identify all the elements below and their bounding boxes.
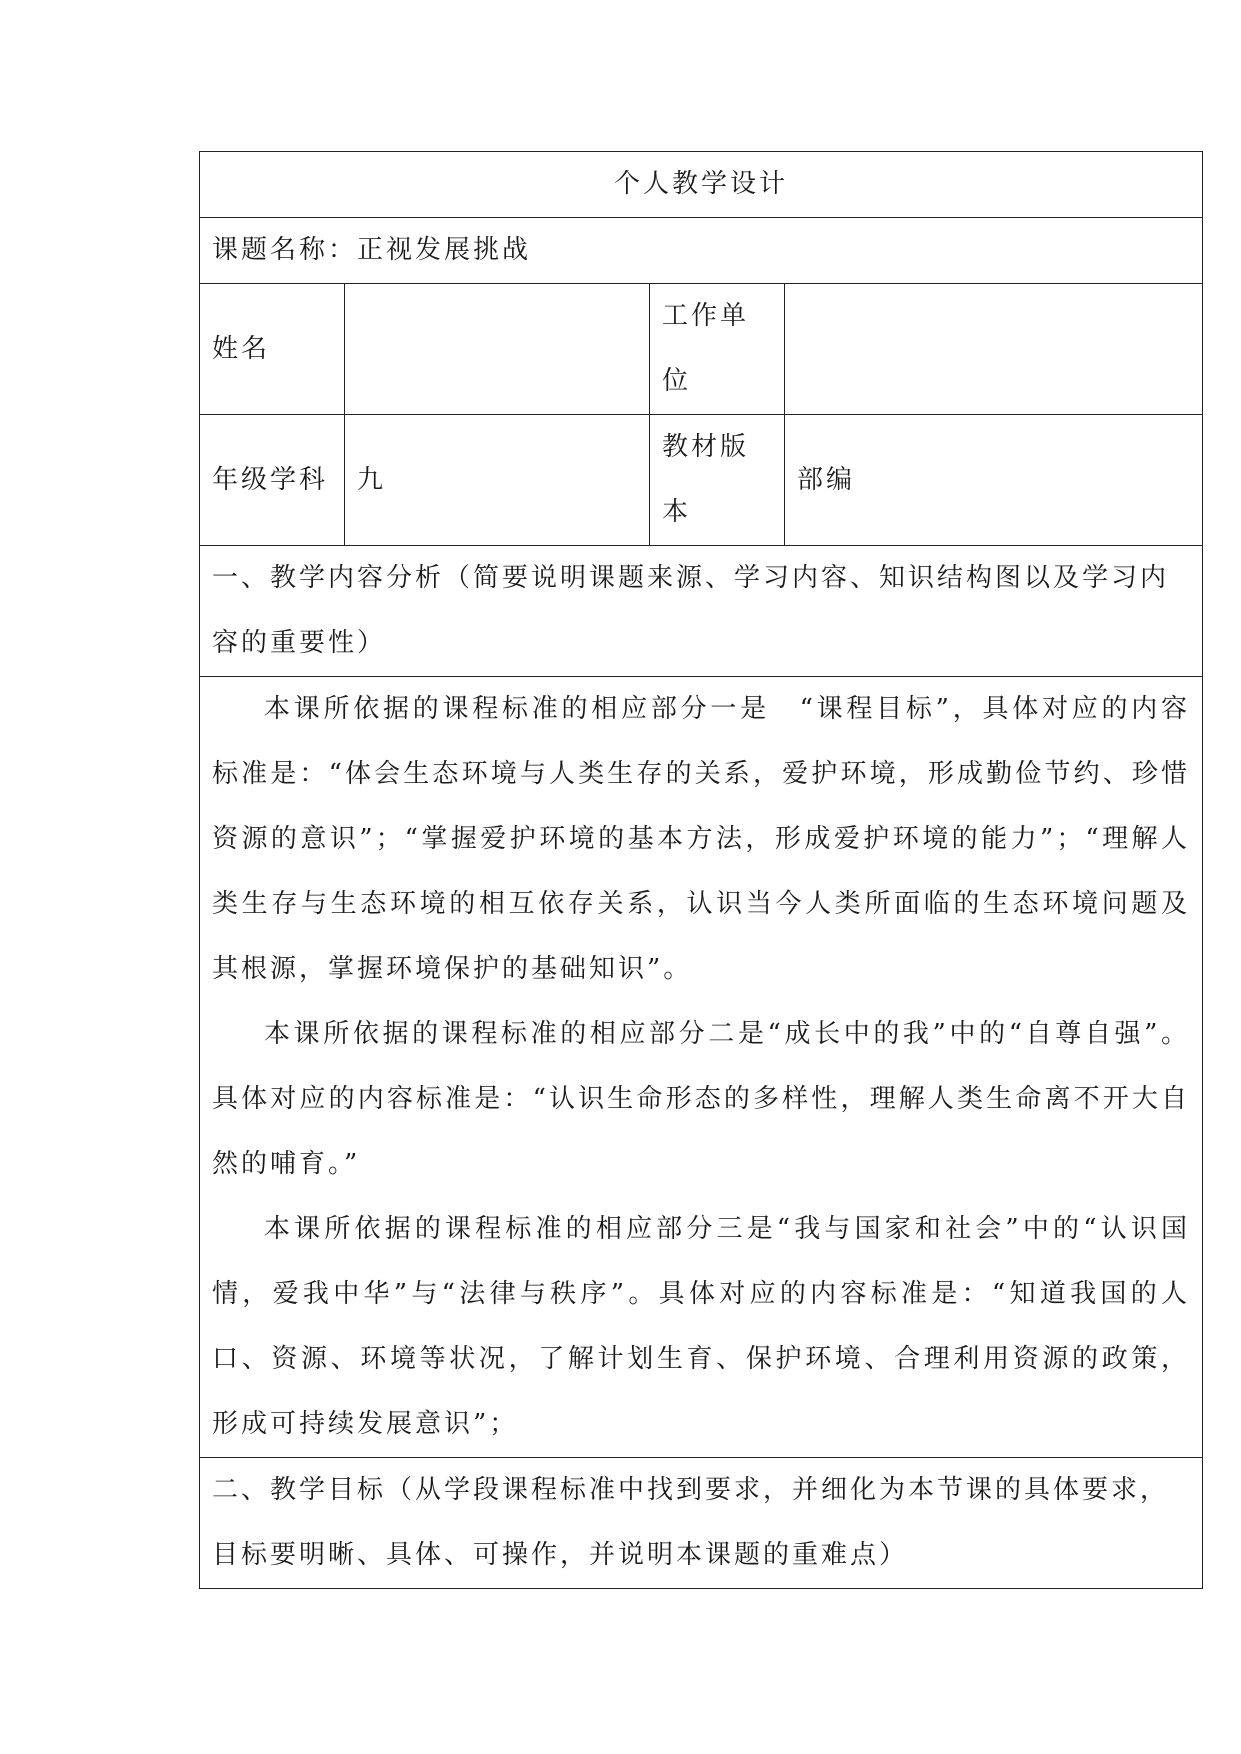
section1-paragraph-1: 本课所依据的课程标准的相应部分一是 “课程目标”，具体对应的内容标准是：“体会生态环境与人类生存的关系，爱护环境，形成勤俭节约、珍惜资源的意识”；“掌握爱护环境的基本方法，形成爱护环境的能力”；“理解人类生存与生态环境的相互依存关系，认识当今人类所面临的生态环境问题及其根源，掌握环境保护的基础知识”。	[212, 694, 1191, 984]
section1-paragraph-3: 本课所依据的课程标准的相应部分三是“我与国家和社会”中的“认识国情，爱我中华”与“法律与秩序”。具体对应的内容标准是：“知道我国的人口、资源、环境等状况，了解计划生育、保护环境、合理利用资源的政策，形成可持续发展意识”；	[212, 1214, 1191, 1439]
section1-paragraph-2: 本课所依据的课程标准的相应部分二是“成长中的我”中的“自尊自强”。具体对应的内容标准是：“认识生命形态的多样性，理解人类生命离不开大自然的哺育。”	[212, 1019, 1191, 1179]
work-unit-label: 工作单位	[650, 284, 785, 415]
section1-heading: 一、教学内容分析（简要说明课题来源、学习内容、知识结构图以及学习内容的重要性）	[200, 546, 1203, 677]
section1-header-row	[200, 546, 1203, 677]
section1-content	[200, 677, 1203, 1458]
grade-value: 九	[345, 415, 650, 546]
topic-row	[200, 218, 1203, 284]
grade-row	[200, 415, 1203, 546]
lesson-plan-table	[199, 151, 1203, 1589]
name-value	[345, 284, 650, 415]
name-row	[200, 284, 1203, 415]
grade-label: 年级学科	[200, 415, 345, 546]
section2-header-row	[200, 1458, 1203, 1589]
name-label: 姓名	[200, 284, 345, 415]
work-unit-value	[785, 284, 1203, 415]
document-title: 个人教学设计	[200, 152, 1203, 218]
section2-heading: 二、教学目标（从学段课程标准中找到要求，并细化为本节课的具体要求，目标要明晰、具体、可操作，并说明本课题的重难点）	[200, 1458, 1203, 1589]
title-row	[200, 152, 1203, 218]
section1-content-row	[200, 677, 1203, 1458]
edition-value: 部编	[785, 415, 1203, 546]
topic-name: 课题名称：正视发展挑战	[200, 218, 1203, 284]
edition-label: 教材版本	[650, 415, 785, 546]
